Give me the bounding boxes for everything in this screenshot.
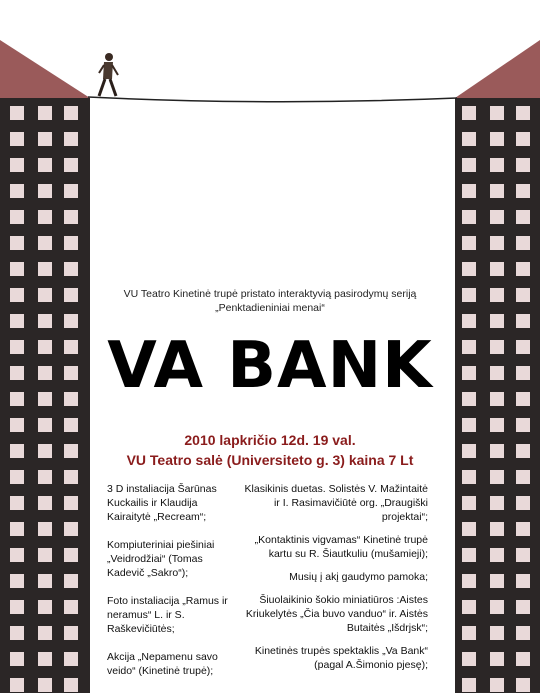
building-window [64,158,78,172]
building-window [462,366,476,380]
building-window [462,600,476,614]
building-window [516,340,530,354]
intro-line-1: VU Teatro Kinetinė trupė pristato interaktyvią pasirodymų seriją [123,288,417,300]
program-item: Akcija „Nepamenu savo veido“ (Kinetinė trupė); [107,651,218,677]
building-window [10,548,24,562]
building-window [490,262,504,276]
building-window [10,366,24,380]
building-window [490,522,504,536]
building-window [10,678,24,692]
building-window [38,262,52,276]
building-window [10,106,24,120]
building-window [490,314,504,328]
building-window [38,470,52,484]
building-window [64,522,78,536]
program-item: Šiuolaikinio šokio miniatiūros :Aistes Kriukelytės „Čia buvo vanduo“ ir. Aistės Butaitės „Išdrjsk“; [245,594,428,634]
building-window [10,522,24,536]
building-window [490,158,504,172]
building-window [462,548,476,562]
building-window [38,444,52,458]
program-item: Musių į akį gaudymo pamoka; [289,571,428,583]
event-info [100,430,440,470]
building-window [516,496,530,510]
building-window [10,340,24,354]
building-window [64,392,78,406]
building-window [10,652,24,666]
building-window [516,314,530,328]
building-window [38,210,52,224]
building-window [38,522,52,536]
building-window [516,288,530,302]
building-window [516,574,530,588]
building-window [516,470,530,484]
building-window [64,548,78,562]
building-window [490,366,504,380]
building-window [462,418,476,432]
building-window [490,548,504,562]
building-window [64,184,78,198]
building-window [490,600,504,614]
building-window [64,106,78,120]
program-item: 3 D instaliacija Šarūnas Kuckailis ir Klaudija Kairaitytė „Recream“; [107,483,217,523]
building-window [38,106,52,120]
building-window [64,574,78,588]
building-window [490,626,504,640]
building-window [462,678,476,692]
building-window [10,210,24,224]
building-window [462,236,476,250]
building-window [10,470,24,484]
building-window [38,236,52,250]
building-window [64,470,78,484]
building-window [38,392,52,406]
building-window [516,522,530,536]
building-window [516,652,530,666]
intro-text [100,287,440,315]
building-window [462,314,476,328]
building-window [10,132,24,146]
building-window [462,444,476,458]
building-window [490,106,504,120]
program-item: Foto instaliacija „Ramus ir neramus“ L. ir S. Raškevičiūtės; [107,595,228,635]
building-window [64,418,78,432]
building-window [462,184,476,198]
building-window [10,392,24,406]
building-window [516,418,530,432]
event-date-time: 2010 lapkričio 12d. 19 val. [184,432,356,448]
building-window [64,444,78,458]
building-window [38,366,52,380]
building-window [38,548,52,562]
building-window [10,262,24,276]
building-window [462,522,476,536]
building-window [516,548,530,562]
building-window [38,574,52,588]
event-venue-price: VU Teatro salė (Universiteto g. 3) kaina 7 Lt [126,452,414,468]
building-window [38,652,52,666]
building-window [10,496,24,510]
building-window [516,158,530,172]
building-window [64,652,78,666]
building-window [38,496,52,510]
building-window [10,236,24,250]
building-window [490,444,504,458]
building-window [38,626,52,640]
building-window [516,106,530,120]
tightrope [88,97,457,102]
program-item: Kompiuteriniai piešiniai „Veidrodžiai“ (Tomas Kadevič „Sakro“); [107,539,215,579]
building-window [490,340,504,354]
building-window [462,652,476,666]
building-window [490,236,504,250]
building-window [64,496,78,510]
building-window [10,314,24,328]
building-window [490,652,504,666]
program-item: „Kontaktinis vigvamas“ Kinetinė trupė kartu su R. Šiautkuliu (mušamieji); [254,534,428,560]
program-right-column [236,482,428,681]
building-window [38,288,52,302]
building-window [38,314,52,328]
building-window [516,210,530,224]
building-window [516,366,530,380]
building-window [64,314,78,328]
building-window [38,600,52,614]
building-window [10,418,24,432]
building-window [462,132,476,146]
building-window [516,444,530,458]
right-roof [455,40,540,98]
building-window [64,678,78,692]
building-window [64,288,78,302]
building-window [490,392,504,406]
building-window [64,236,78,250]
building-window [490,210,504,224]
building-window [516,392,530,406]
program-item: Kinetinės trupės spektaklis „Va Bank“ (pagal A.Šimonio pjesę); [254,645,428,671]
building-window [64,366,78,380]
building-window [462,340,476,354]
building-window [490,132,504,146]
building-window [516,184,530,198]
building-window [64,340,78,354]
building-window [462,574,476,588]
intro-line-2: „Penktadieniniai menai“ [215,302,325,314]
building-window [462,496,476,510]
building-window [38,418,52,432]
building-window [516,236,530,250]
building-window [462,158,476,172]
building-window [462,470,476,484]
building-window [64,132,78,146]
left-roof [0,40,90,98]
building-window [516,262,530,276]
building-window [462,262,476,276]
building-window [516,132,530,146]
building-window [490,470,504,484]
building-window [462,288,476,302]
building-window [38,678,52,692]
left-building-windows [10,106,78,692]
building-window [10,288,24,302]
building-window [490,418,504,432]
building-window [38,184,52,198]
poster-title: VA BANK [107,329,433,403]
building-window [64,210,78,224]
building-window [10,574,24,588]
building-window [10,158,24,172]
building-window [38,132,52,146]
building-window [462,626,476,640]
building-window [64,626,78,640]
tightrope-walker-figure [99,53,118,96]
building-window [10,600,24,614]
building-window [490,574,504,588]
building-window [516,678,530,692]
building-window [490,496,504,510]
building-window [462,106,476,120]
building-window [462,392,476,406]
building-window [38,158,52,172]
building-window [516,600,530,614]
building-window [10,444,24,458]
program-left-column [107,482,235,692]
building-window [10,184,24,198]
building-window [64,262,78,276]
building-window [490,678,504,692]
building-window [516,626,530,640]
building-window [38,340,52,354]
program-item: Klasikinis duetas. Solistės V. Mažintaitė ir I. Rasimavičiūtė org. „Draugiški projektai“; [244,483,428,523]
right-building-windows [462,106,530,692]
building-window [490,184,504,198]
building-window [64,600,78,614]
building-window [10,626,24,640]
building-window [490,288,504,302]
building-window [462,210,476,224]
